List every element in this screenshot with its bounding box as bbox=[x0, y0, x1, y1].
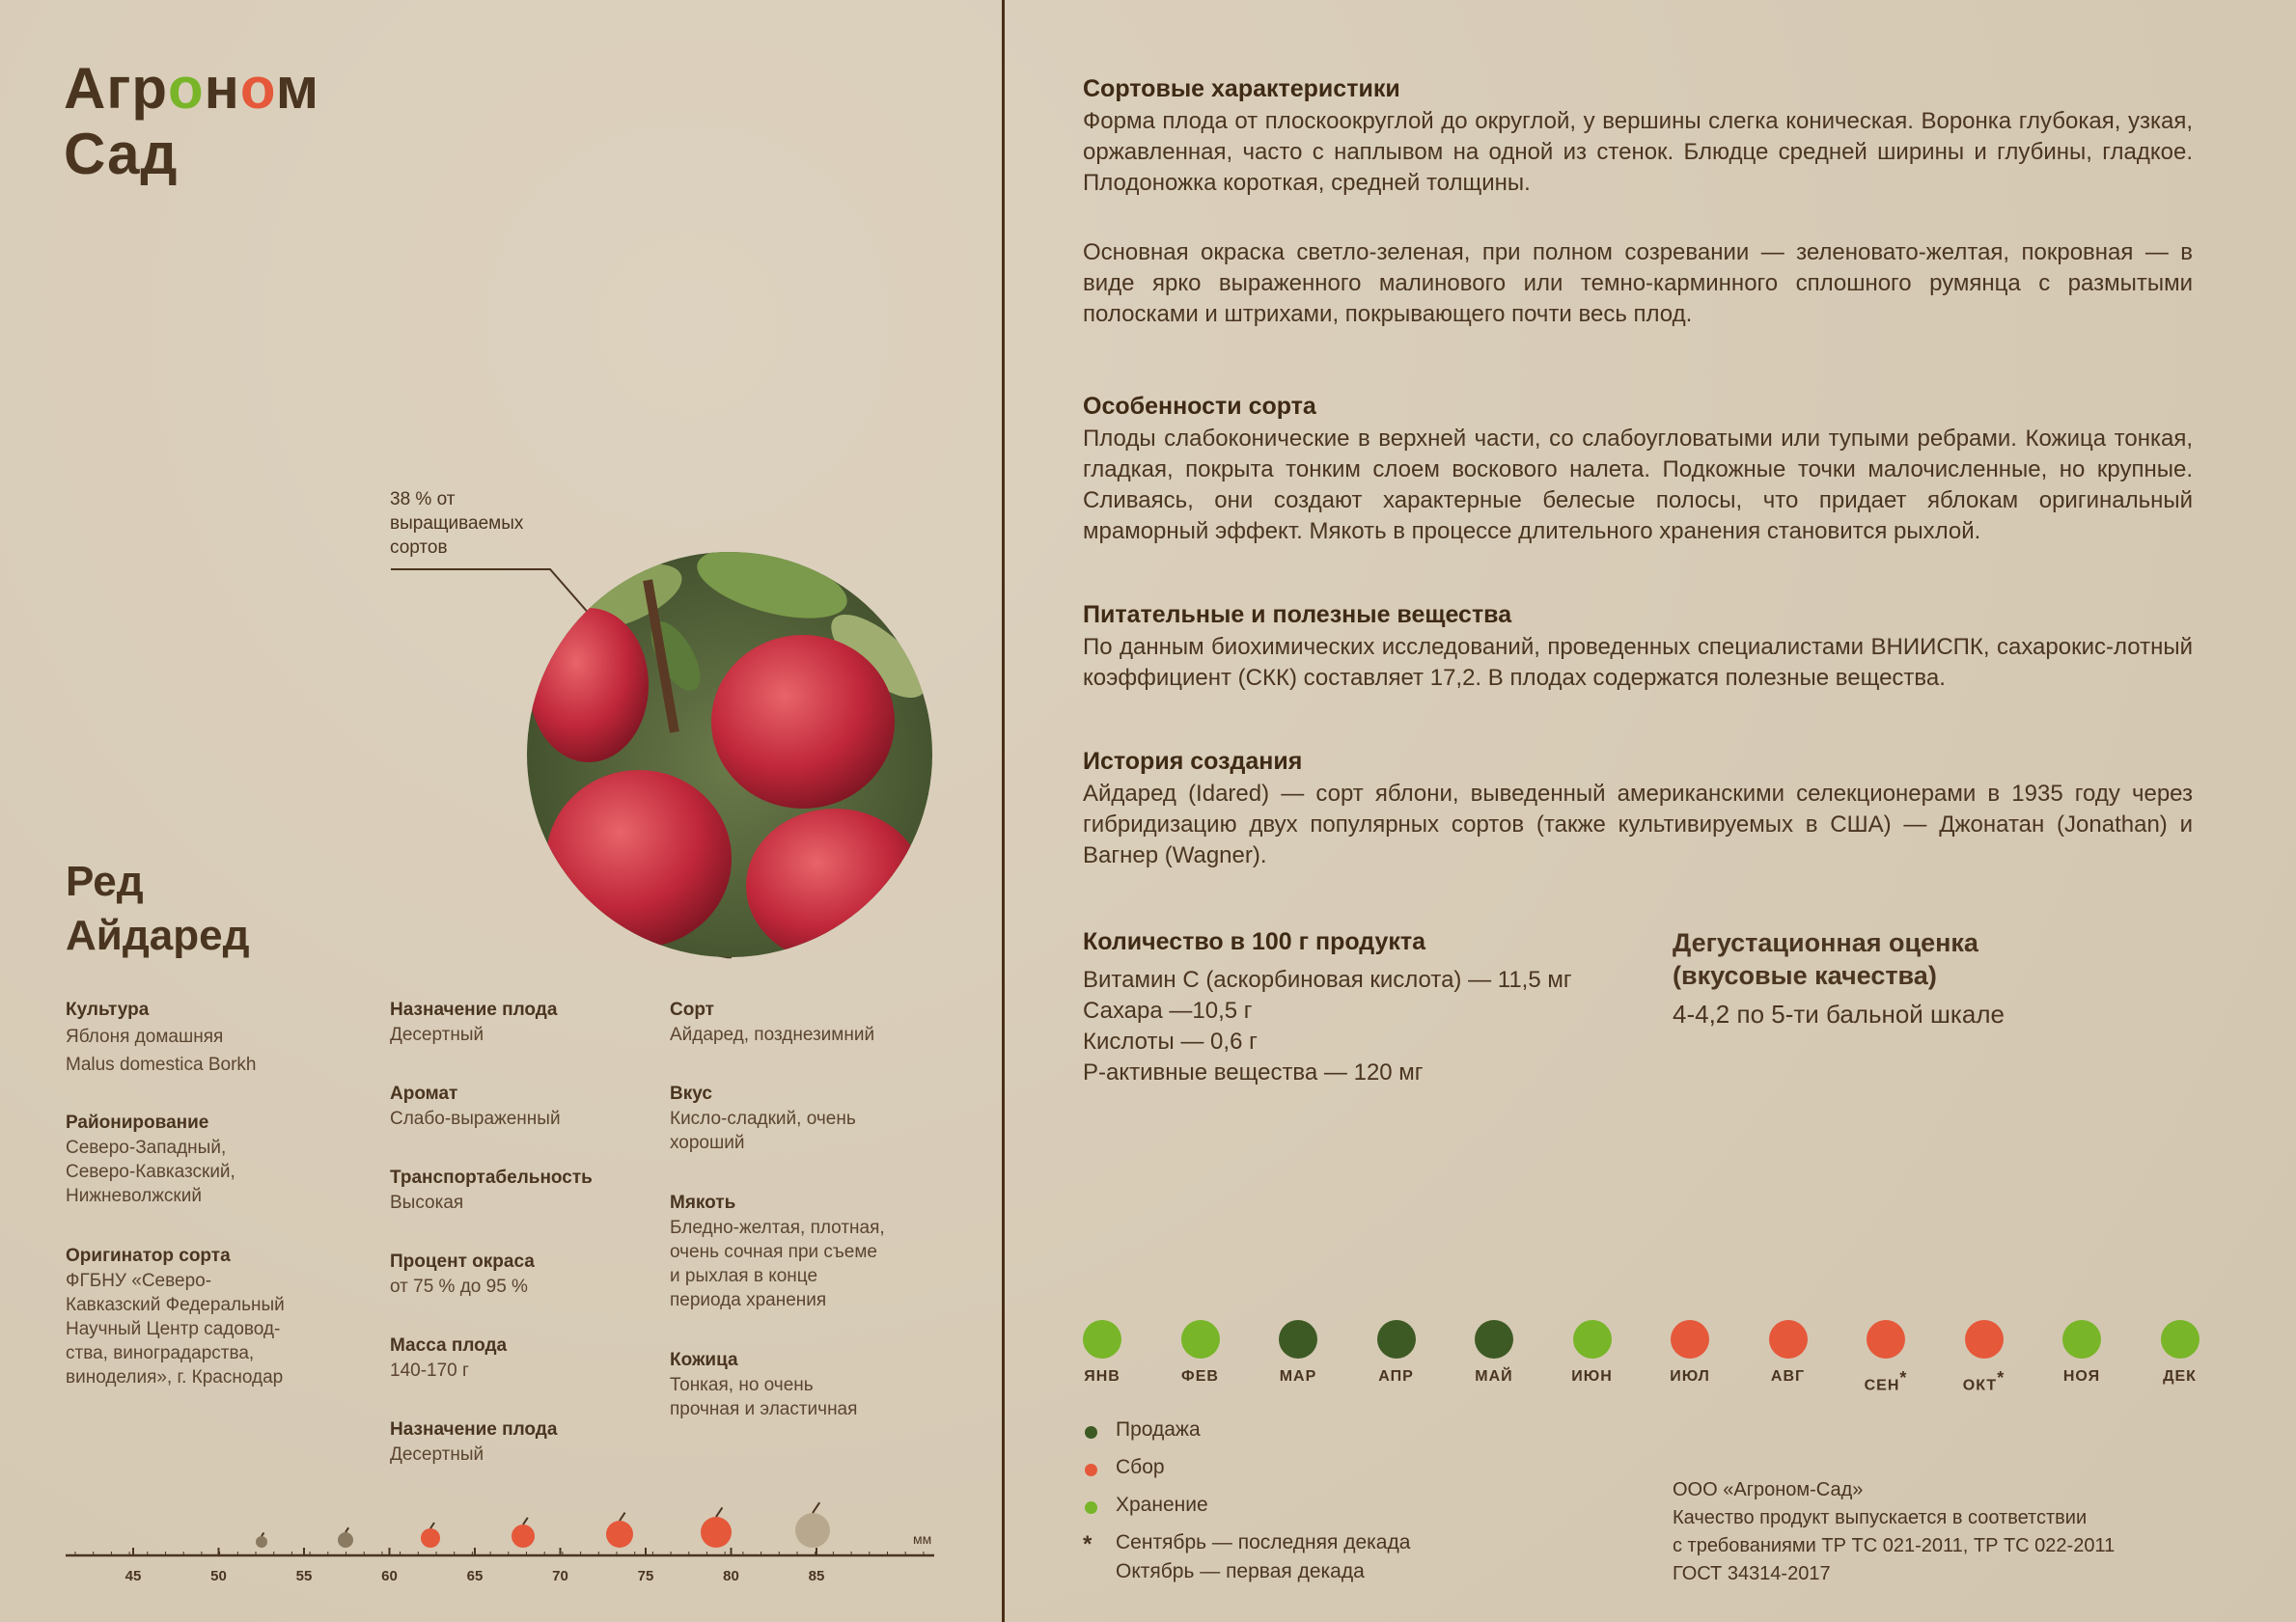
asterisk-icon: * bbox=[1083, 1531, 1093, 1557]
apple-size-icon bbox=[795, 1513, 830, 1548]
month-label: АВГ bbox=[1770, 1368, 1806, 1385]
legend-label: Продажа bbox=[1116, 1418, 1201, 1441]
storage-dot-icon bbox=[1181, 1320, 1220, 1359]
storage-dot-icon bbox=[2062, 1320, 2101, 1359]
field-culture bbox=[66, 998, 355, 1079]
legend-harvest bbox=[1079, 1456, 1410, 1494]
month-label: НОЯ bbox=[2062, 1368, 2101, 1385]
field-label: Процент окраса bbox=[390, 1251, 535, 1272]
section-heading: История создания bbox=[1083, 748, 1303, 775]
harvest-dot-icon bbox=[1085, 1464, 1097, 1476]
field-color-percent bbox=[390, 1250, 650, 1299]
company-text: с требованиями ТР ТС 021-2011, ТР ТС 022-2011 bbox=[1673, 1535, 2116, 1556]
month-10 bbox=[1955, 1320, 2013, 1394]
month-4 bbox=[1368, 1320, 1425, 1386]
title-line-2: Айдаред bbox=[66, 912, 250, 959]
company-name: ООО «Агроном-Сад» bbox=[1673, 1479, 1864, 1500]
company-info bbox=[1673, 1476, 2115, 1588]
scale-tick-label: 50 bbox=[210, 1568, 227, 1584]
nutrition-list bbox=[1083, 965, 1662, 1088]
field-value: Тонкая, но очень прочная и эластичная bbox=[670, 1375, 858, 1419]
storage-dot-icon bbox=[2161, 1320, 2199, 1359]
storage-dot-icon bbox=[1083, 1320, 1121, 1359]
harvest-dot-icon bbox=[1671, 1320, 1709, 1359]
month-label: МАЙ bbox=[1475, 1368, 1513, 1385]
season-calendar bbox=[1073, 1320, 2222, 1397]
scale-unit: мм bbox=[913, 1531, 932, 1547]
nutrition-item: Сахара —10,5 г bbox=[1083, 998, 1253, 1024]
apple-stem bbox=[346, 1527, 348, 1532]
section-paragraph: Айдаред (Idared) — сорт яблони, выведенный американскими селекционерами в 1935 году через гибридизацию двух популярных сортов (также культивируемых в США) — Джонатан (Jonathan) и Вагнер (Wagner). bbox=[1083, 781, 2193, 868]
sale-dot-icon bbox=[1085, 1426, 1097, 1439]
scale-tick-label: 65 bbox=[466, 1568, 484, 1584]
field-value: Бледно-желтая, плотная, очень сочная при съеме и рыхлая в конце периода хранения bbox=[670, 1218, 885, 1310]
field-label: Назначение плода bbox=[390, 1419, 558, 1440]
calendar-legend bbox=[1079, 1418, 1410, 1589]
field-value: Десертный bbox=[390, 1444, 484, 1465]
apple-size-icon bbox=[701, 1517, 732, 1548]
apple-stem bbox=[620, 1513, 625, 1521]
apple-size-icon bbox=[338, 1532, 353, 1548]
logo-text: н bbox=[204, 56, 240, 121]
section-heading: Особенности сорта bbox=[1083, 393, 1316, 420]
field-label: Вкус bbox=[670, 1084, 712, 1104]
month-8 bbox=[1759, 1320, 1817, 1386]
field-label: Сорт bbox=[670, 1000, 714, 1020]
legend-sale bbox=[1079, 1418, 1410, 1456]
legend-note: Сентябрь — последняя декада bbox=[1116, 1531, 1411, 1553]
legend-star-note-2 bbox=[1079, 1560, 1410, 1589]
apple-size-icon bbox=[512, 1525, 535, 1548]
nutrition-item: Витамин С (аскорбиновая кислота) — 11,5 мг bbox=[1083, 967, 1572, 993]
field-value: Яблоня домашняя Malus domestica Borkh bbox=[66, 1027, 257, 1075]
field-purpose-2 bbox=[390, 1417, 650, 1467]
field-aroma bbox=[390, 1082, 650, 1131]
logo-line-2: Сад bbox=[64, 122, 179, 186]
field-pulp bbox=[670, 1191, 959, 1312]
nutrition-item: Р-активные вещества — 120 мг bbox=[1083, 1059, 1424, 1086]
field-value: Десертный bbox=[390, 1025, 484, 1045]
sale-dot-icon bbox=[1279, 1320, 1317, 1359]
logo-line-1 bbox=[64, 56, 319, 122]
field-purpose bbox=[390, 998, 650, 1047]
harvest-dot-icon bbox=[1867, 1320, 1905, 1359]
section-characteristics bbox=[1083, 73, 2193, 330]
month-label: ЯНВ bbox=[1084, 1368, 1120, 1385]
apple-stem bbox=[523, 1518, 528, 1525]
company-text: Качество продукт выпускается в соответствии bbox=[1673, 1507, 2088, 1528]
section-heading: Сортовые характеристики bbox=[1083, 75, 1400, 102]
apple-size-icon bbox=[606, 1521, 633, 1548]
scale-tick-label: 55 bbox=[295, 1568, 313, 1584]
sale-dot-icon bbox=[1377, 1320, 1416, 1359]
month-label: АПР bbox=[1378, 1368, 1414, 1385]
field-value: Кисло-сладкий, очень хороший bbox=[670, 1109, 856, 1153]
section-paragraph: По данным биохимических исследований, проведенных специалистами ВНИИСПК, сахарокис-лотный коэффициент (СКК) составляет 17,2. В плодах содержатся полезные вещества. bbox=[1083, 634, 2193, 691]
apple-size-icon bbox=[421, 1528, 440, 1548]
field-label: Районирование bbox=[66, 1113, 209, 1133]
field-value: 140-170 г bbox=[390, 1361, 469, 1381]
month-label: ИЮЛ bbox=[1670, 1368, 1710, 1385]
field-label: Кожица bbox=[670, 1350, 738, 1370]
scale-tick-label: 80 bbox=[723, 1568, 739, 1584]
month-5 bbox=[1465, 1320, 1523, 1386]
field-label: Культура bbox=[66, 1000, 150, 1020]
scale-tick-label: 60 bbox=[381, 1568, 398, 1584]
share-note: 38 % от выращиваемых сортов bbox=[390, 489, 524, 558]
scale-tick-label: 70 bbox=[552, 1568, 568, 1584]
apple-stem bbox=[430, 1523, 434, 1528]
month-label: СЕН* bbox=[1864, 1368, 1908, 1394]
field-label: Мякоть bbox=[670, 1193, 736, 1213]
storage-dot-icon bbox=[1573, 1320, 1612, 1359]
field-taste bbox=[670, 1082, 959, 1155]
apple-stem bbox=[716, 1507, 722, 1517]
legend-label: Сбор bbox=[1116, 1456, 1165, 1478]
month-1 bbox=[1073, 1320, 1131, 1386]
logo-text: м bbox=[275, 56, 320, 121]
field-value: Слабо-выраженный bbox=[390, 1109, 561, 1129]
section-heading: Питательные и полезные вещества bbox=[1083, 601, 1512, 628]
nutrition-heading: Количество в 100 г продукта bbox=[1083, 928, 1426, 955]
field-transport bbox=[390, 1166, 650, 1215]
field-variety bbox=[670, 998, 959, 1047]
asterisk-icon: * bbox=[1899, 1368, 1908, 1388]
legend-star-note bbox=[1079, 1531, 1410, 1560]
nutrition-block bbox=[1083, 926, 1662, 1088]
title-line-1: Ред bbox=[66, 858, 144, 905]
page-divider bbox=[1002, 0, 1005, 1622]
section-paragraph: Форма плода от плоскоокруглой до округлой, у вершины слегка коническая. Воронка глубокая, узкая, оржавленная, часто с наплывом на одной из стенок. Блюдце средней ширины и глубины, гладкое. Плодоножка короткая, средней толщины. bbox=[1083, 108, 2193, 196]
tasting-score: 4-4,2 по 5-ти бальной шкале bbox=[1673, 1000, 2005, 1029]
brand-logo bbox=[64, 56, 319, 187]
field-value: ФГБНУ «Северо- Кавказский Федеральный Научный Центр садовод- ства, виноградарства, виноделия», г. Краснодар bbox=[66, 1271, 285, 1388]
field-value: Высокая bbox=[390, 1193, 464, 1213]
logo-green-o: о bbox=[167, 56, 205, 121]
field-value: Северо-Западный, Северо-Кавказский, Нижневолжский bbox=[66, 1138, 235, 1206]
storage-dot-icon bbox=[1085, 1501, 1097, 1514]
apple-photo bbox=[386, 540, 965, 984]
field-zoning bbox=[66, 1111, 355, 1208]
month-11 bbox=[2053, 1320, 2111, 1386]
company-text: ГОСТ 34314-2017 bbox=[1673, 1563, 1831, 1584]
legend-label: Хранение bbox=[1116, 1494, 1208, 1516]
asterisk-icon: * bbox=[1997, 1368, 2006, 1388]
tasting-block bbox=[1673, 926, 2155, 1030]
field-originator bbox=[66, 1244, 365, 1389]
month-6 bbox=[1563, 1320, 1621, 1386]
size-scale bbox=[64, 1486, 942, 1602]
field-label: Назначение плода bbox=[390, 1000, 558, 1020]
callout-line bbox=[391, 569, 591, 616]
field-value: от 75 % до 95 % bbox=[390, 1277, 528, 1297]
nutrition-item: Кислоты — 0,6 г bbox=[1083, 1029, 1258, 1055]
section-nutrients bbox=[1083, 599, 2193, 694]
sale-dot-icon bbox=[1475, 1320, 1513, 1359]
field-label: Оригинатор сорта bbox=[66, 1246, 231, 1266]
month-7 bbox=[1661, 1320, 1719, 1386]
logo-text: Агр bbox=[64, 56, 168, 121]
variety-title bbox=[66, 855, 250, 963]
harvest-dot-icon bbox=[1965, 1320, 2004, 1359]
section-history bbox=[1083, 746, 2193, 871]
month-2 bbox=[1172, 1320, 1230, 1386]
tasting-heading: Дегустационная оценка bbox=[1673, 928, 1978, 957]
month-9 bbox=[1857, 1320, 1915, 1394]
field-skin bbox=[670, 1348, 959, 1421]
logo-red-o: о bbox=[239, 56, 276, 121]
scale-tick-label: 75 bbox=[637, 1568, 654, 1584]
section-features bbox=[1083, 391, 2193, 547]
month-label: ОКТ* bbox=[1962, 1368, 2006, 1394]
field-value: Айдаред, позднезимний bbox=[670, 1025, 875, 1045]
scale-tick-label: 85 bbox=[808, 1568, 825, 1584]
scale-ticks bbox=[75, 1548, 924, 1584]
section-paragraph: Основная окраска светло-зеленая, при полном созревании — зеленовато-желтая, покровная — в виде ярко выраженного малинового или темно-карминного сплошного румянца с размытыми полосками и штрихами, покрывающего почти весь плод. bbox=[1083, 239, 2193, 327]
tasting-subheading: (вкусовые качества) bbox=[1673, 961, 1937, 990]
month-12 bbox=[2151, 1320, 2209, 1386]
field-mass bbox=[390, 1333, 650, 1383]
month-label: ФЕВ bbox=[1181, 1368, 1219, 1385]
field-label: Аромат bbox=[390, 1084, 458, 1104]
month-label: МАР bbox=[1279, 1368, 1317, 1385]
field-label: Транспортабельность bbox=[390, 1168, 593, 1188]
apple-stem bbox=[262, 1532, 263, 1536]
scale-apples bbox=[256, 1502, 830, 1548]
scale-tick-label: 45 bbox=[124, 1568, 142, 1584]
apple-stem bbox=[813, 1502, 819, 1513]
harvest-dot-icon bbox=[1769, 1320, 1808, 1359]
month-label: ИЮН bbox=[1571, 1368, 1613, 1385]
month-label: ДЕК bbox=[2163, 1368, 2197, 1385]
field-label: Масса плода bbox=[390, 1335, 508, 1356]
legend-storage bbox=[1079, 1494, 1410, 1531]
apple-size-icon bbox=[256, 1536, 267, 1548]
legend-note: Октябрь — первая декада bbox=[1116, 1560, 1365, 1582]
month-3 bbox=[1269, 1320, 1327, 1386]
section-paragraph: Плоды слабоконические в верхней части, со слабоугловатыми или тупыми ребрами. Кожица тонкая, гладкая, покрыта тонким слоем воскового налета. Подкожные точки малочисленные, но крупные. Сливаясь, они создают характерные белесые полосы, что придает яблокам оригинальный мраморный эффект. Мякоть в процессе длительного хранения становится рыхлой. bbox=[1083, 426, 2193, 544]
